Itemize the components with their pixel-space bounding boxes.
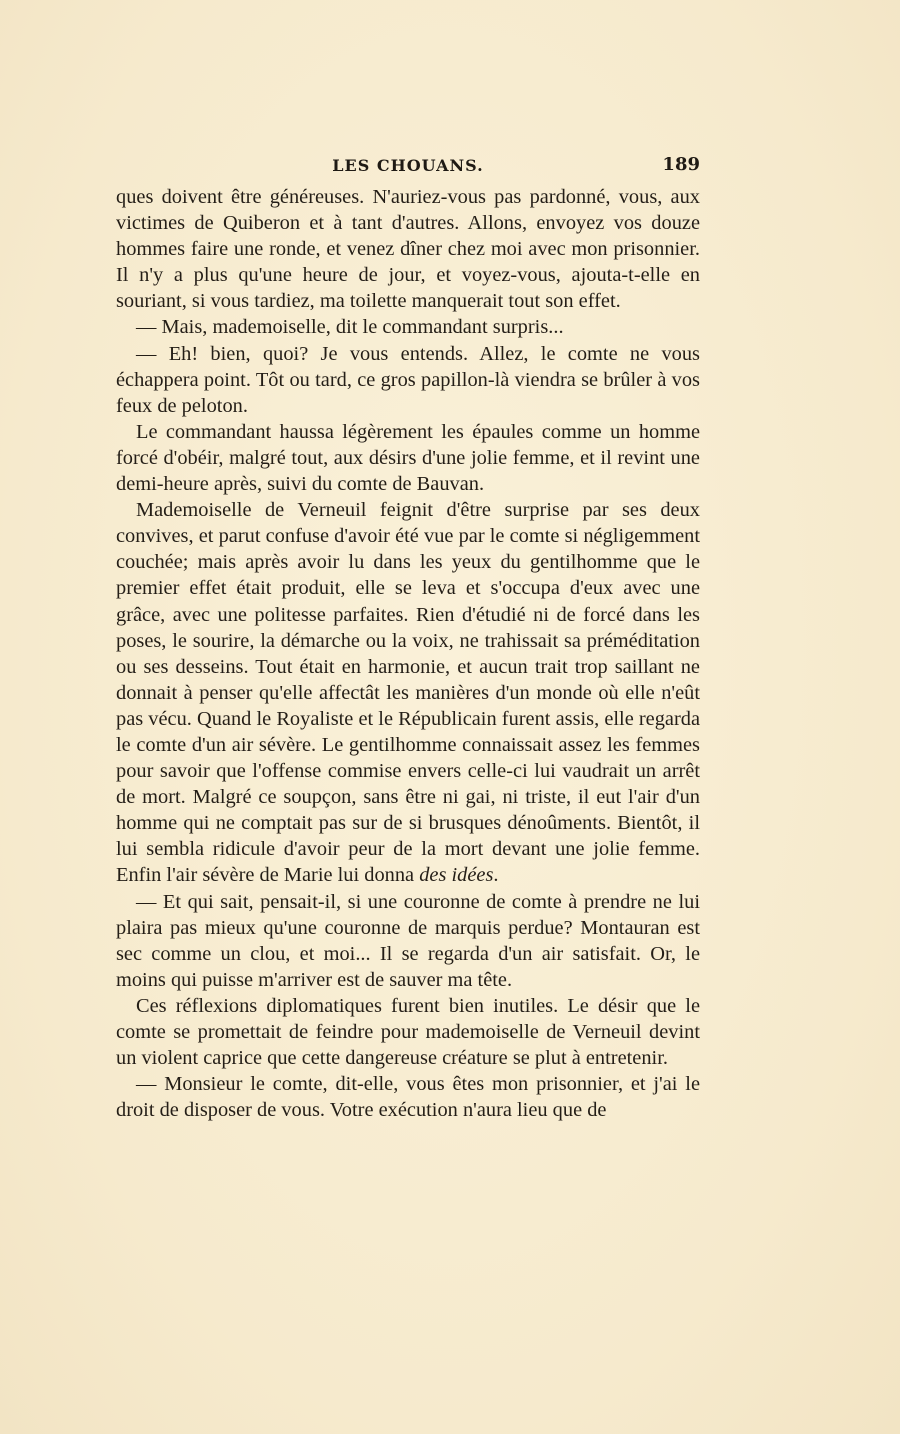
paragraph: ques doivent être généreuses. N'auriez-vous pas pardonné, vous, aux victimes de Quiberon et à tant d'autres. Allons, envoyez vos douze hommes faire une ronde, et venez dîner chez moi avec mon prisonnier. Il n'y a plus qu'une heure de jour, et voyez-vous, ajouta-t-elle en souriant, si vous tardiez, ma toilette manquerait tout son effet. bbox=[116, 186, 700, 313]
italic-phrase: des idées bbox=[419, 864, 494, 887]
paragraph: Mademoiselle de Verneuil feignit d'être surprise par ses deux convives, et parut confuse d'avoir été vue par le comte si négligemment couchée; mais après avoir lu dans les yeux du gentilhomme que le premier effet était produit, elle se leva et s'occupa d'eux avec une grâce, avec une politesse parfaites. Rien d'étudié ni de forcé dans les poses, le sourire, la démarche ou la voix, ne trahissait sa préméditation ou ses desseins. Tout était en harmonie, et aucun trait trop saillant ne donnait à penser qu'elle affectât les manières d'un monde où elle n'eût pas vécu. Quand le Royaliste et le Républicain furent assis, elle regarda le comte d'un air sévère. Le gentilhomme connaissait assez les femmes pour savoir que l'offense commise envers celle-ci lui vaudrait un arrêt de mort. Malgré ce soupçon, sans être ni gai, ni triste, il eut l'air d'un homme qui ne comptait pas sur de si brusques dénoûments. Bientôt, il lui sembla ridicule d'avoir peur de la mort devant une jolie femme. Enfin l'air sévère de Marie lui donna des idées. bbox=[116, 499, 700, 887]
paragraph: — Monsieur le comte, dit-elle, vous êtes mon prisonnier, et j'ai le droit de disposer de vous. Votre exécution n'aura lieu que de bbox=[116, 1073, 700, 1122]
running-title: LES CHOUANS. bbox=[332, 156, 484, 175]
paragraph: — Eh! bien, quoi? Je vous entends. Allez, le comte ne vous échappera point. Tôt ou tard, ce gros papillon-là viendra se brûler à vos feux de peloton. bbox=[116, 342, 700, 417]
paragraph: — Et qui sait, pensait-il, si une couronne de comte à prendre ne lui plaira pas mieux qu'une couronne de marquis perdue? Montauran est sec comme un clou, et moi... Il se regarda d'un air satisfait. Or, le moins qui puisse m'arriver est de sauver ma tête. bbox=[116, 890, 700, 991]
paragraph: Ces réflexions diplomatiques furent bien inutiles. Le désir que le comte se promettait de feindre pour mademoiselle de Verneuil devint un violent caprice que cette dangereuse créature se plut à entretenir. bbox=[116, 994, 700, 1070]
paragraph: Le commandant haussa légèrement les épaules comme un homme forcé d'obéir, malgré tout, aux désirs d'une jolie femme, et il revint une demi-heure après, suivi du comte de Bauvan. bbox=[116, 420, 700, 496]
page-header bbox=[116, 150, 700, 180]
page-number: 189 bbox=[662, 154, 700, 175]
body-text bbox=[116, 184, 700, 1123]
paragraph: — Mais, mademoiselle, dit le commandant surpris... bbox=[136, 316, 564, 339]
